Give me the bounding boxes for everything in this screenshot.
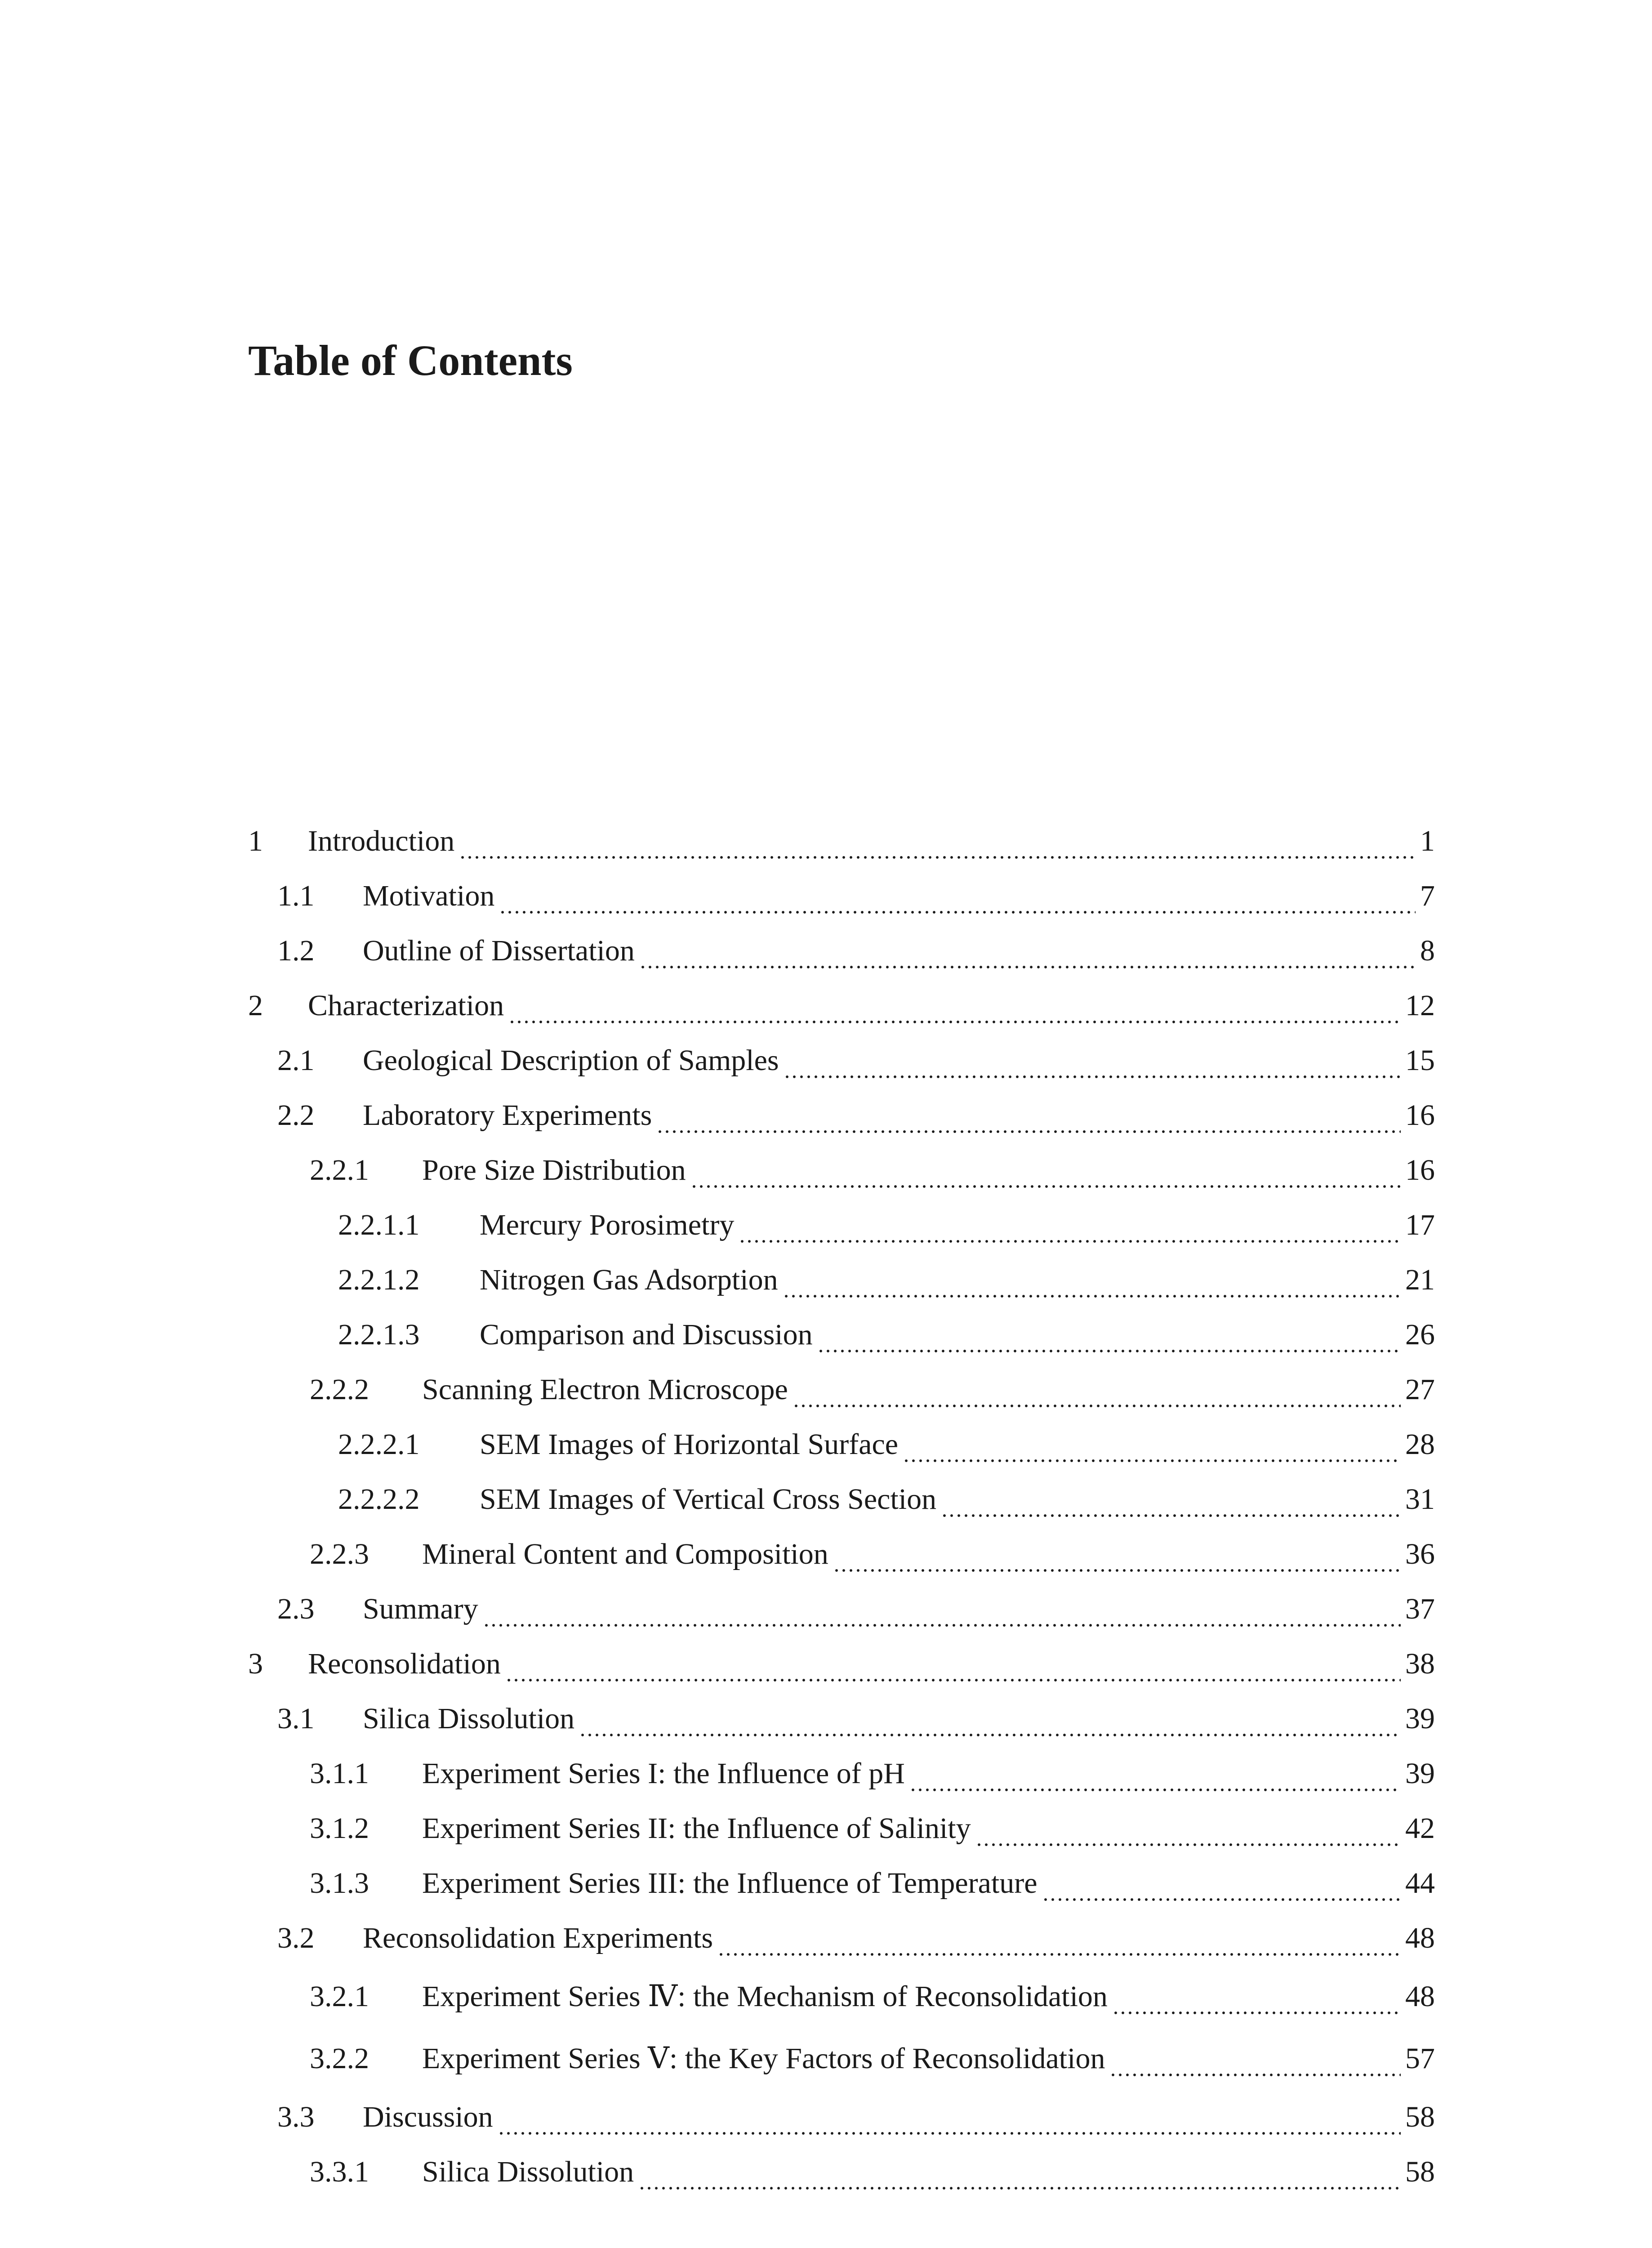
toc-entry-number: 2.2.3 <box>310 1538 369 1570</box>
toc-entry-title: Outline of Dissertation <box>363 934 635 967</box>
dot-leader <box>909 1766 1401 1793</box>
toc-entry[interactable] <box>248 869 1435 923</box>
toc-entry-page: 12 <box>1405 989 1435 1022</box>
toc-entry[interactable] <box>248 1472 1435 1527</box>
dot-leader <box>793 1383 1401 1409</box>
toc-entry-title: Silica Dissolution <box>363 1702 575 1735</box>
toc-entry-page: 48 <box>1405 1922 1435 1954</box>
toc-entry-number: 2.2.1.3 <box>338 1318 420 1351</box>
toc-entry-page: 28 <box>1405 1428 1435 1461</box>
toc-entry-title: Introduction <box>308 825 455 857</box>
toc-entry-page: 48 <box>1405 1980 1435 2013</box>
toc-entry-number: 1.2 <box>277 934 315 967</box>
toc-entry-title: Mineral Content and Composition <box>422 1538 828 1570</box>
toc-entry[interactable] <box>248 1637 1435 1691</box>
dot-leader <box>656 1108 1401 1135</box>
toc-entry[interactable] <box>248 2028 1435 2090</box>
toc-entry[interactable] <box>248 1307 1435 1362</box>
page-title: Table of Contents <box>248 336 573 384</box>
dot-leader <box>975 1821 1401 1848</box>
toc-entry-title: SEM Images of Vertical Cross Section <box>480 1483 937 1516</box>
toc-entry-page: 16 <box>1405 1154 1435 1186</box>
dot-leader <box>579 1712 1401 1739</box>
dot-leader <box>639 944 1416 971</box>
toc-entry-number: 3 <box>248 1647 263 1680</box>
toc-entry[interactable] <box>248 1582 1435 1637</box>
toc-entry-title: Mercury Porosimetry <box>480 1209 735 1241</box>
toc-entry-number: 2.2 <box>277 1099 315 1132</box>
toc-entry[interactable] <box>248 1801 1435 1856</box>
toc-entry[interactable] <box>248 1088 1435 1143</box>
toc-entry-number: 2.2.1.2 <box>338 1263 420 1296</box>
toc-entry-page: 15 <box>1405 1044 1435 1077</box>
toc-entry-title: Summary <box>363 1592 478 1625</box>
toc-entry[interactable] <box>248 1253 1435 1307</box>
toc-entry-number: 3.1.3 <box>310 1867 369 1900</box>
toc-entry-page: 36 <box>1405 1538 1435 1570</box>
toc-entry[interactable] <box>248 1198 1435 1253</box>
toc-entry-title: Experiment Series III: the Influence of Temperature <box>422 1867 1038 1900</box>
toc-entry[interactable] <box>248 2090 1435 2145</box>
dot-leader <box>833 1547 1401 1574</box>
toc-entry-page: 58 <box>1405 2155 1435 2188</box>
toc-entry-page: 57 <box>1405 2042 1435 2075</box>
toc-entry-number: 3.3.1 <box>310 2155 369 2188</box>
dot-leader <box>1109 2052 1401 2079</box>
toc-entry-page: 31 <box>1405 1483 1435 1516</box>
toc-entry-number: 1.1 <box>277 879 315 912</box>
dot-leader <box>459 834 1416 861</box>
toc-entry-number: 2 <box>248 989 263 1022</box>
dot-leader <box>499 889 1416 916</box>
toc-entry-number: 1 <box>248 825 263 857</box>
toc-entry-title: Experiment Series II: the Influence of Salinity <box>422 1812 971 1845</box>
toc-entry-page: 58 <box>1405 2101 1435 2133</box>
toc-entry-number: 3.3 <box>277 2101 315 2133</box>
dot-leader <box>690 1163 1401 1190</box>
dot-leader <box>498 2110 1401 2137</box>
dot-leader <box>941 1492 1401 1519</box>
toc-entry-number: 3.2.1 <box>310 1980 369 2013</box>
toc-entry[interactable] <box>248 1362 1435 1417</box>
toc-entry-page: 37 <box>1405 1592 1435 1625</box>
dot-leader <box>1112 1989 1401 2016</box>
toc-entry-page: 39 <box>1405 1702 1435 1735</box>
toc-list <box>248 814 1435 2199</box>
toc-entry-title: Motivation <box>363 879 495 912</box>
toc-entry-title: Geological Description of Samples <box>363 1044 779 1077</box>
toc-entry-page: 17 <box>1405 1209 1435 1241</box>
dot-leader <box>783 1273 1401 1300</box>
toc-entry-page: 44 <box>1405 1867 1435 1900</box>
toc-entry-title: Pore Size Distribution <box>422 1154 686 1186</box>
toc-entry[interactable] <box>248 1966 1435 2028</box>
dot-leader <box>717 1931 1401 1958</box>
toc-entry-number: 2.2.1.1 <box>338 1209 420 1241</box>
toc-entry-page: 1 <box>1420 825 1435 857</box>
dot-leader <box>817 1328 1401 1355</box>
toc-entry[interactable] <box>248 1417 1435 1472</box>
toc-entry[interactable] <box>248 1691 1435 1746</box>
toc-entry-title: Nitrogen Gas Adsorption <box>480 1263 778 1296</box>
toc-entry-page: 16 <box>1405 1099 1435 1132</box>
toc-entry-number: 3.1.1 <box>310 1757 369 1790</box>
toc-entry-page: 21 <box>1405 1263 1435 1296</box>
dot-leader <box>739 1218 1401 1245</box>
dot-leader <box>784 1053 1401 1080</box>
toc-entry-page: 8 <box>1420 934 1435 967</box>
toc-entry-title: Scanning Electron Microscope <box>422 1373 788 1406</box>
toc-entry[interactable] <box>248 1527 1435 1582</box>
toc-entry-title: Reconsolidation <box>308 1647 501 1680</box>
toc-entry-number: 3.2 <box>277 1922 315 1954</box>
toc-entry-title: Experiment Series I: the Influence of pH <box>422 1757 905 1790</box>
toc-entry[interactable] <box>248 2145 1435 2199</box>
toc-entry-number: 2.2.1 <box>310 1154 369 1186</box>
dot-leader <box>505 1657 1401 1684</box>
toc-entry-title: Experiment Series Ⅳ: the Mechanism of Reconsolidation <box>422 1980 1108 2013</box>
toc-entry-page: 42 <box>1405 1812 1435 1845</box>
toc-entry[interactable] <box>248 1911 1435 1966</box>
toc-entry-title: Reconsolidation Experiments <box>363 1922 713 1954</box>
toc-entry-title: SEM Images of Horizontal Surface <box>480 1428 899 1461</box>
toc-entry[interactable] <box>248 978 1435 1033</box>
toc-entry-number: 3.2.2 <box>310 2042 369 2075</box>
toc-entry-title: Characterization <box>308 989 504 1022</box>
toc-entry-page: 27 <box>1405 1373 1435 1406</box>
toc-entry[interactable] <box>248 1033 1435 1088</box>
toc-entry-number: 2.2.2 <box>310 1373 369 1406</box>
dot-leader <box>483 1602 1401 1629</box>
toc-entry-number: 2.3 <box>277 1592 315 1625</box>
toc-entry[interactable] <box>248 923 1435 978</box>
dot-leader <box>638 2165 1401 2192</box>
toc-entry-number: 2.2.2.1 <box>338 1428 420 1461</box>
toc-entry[interactable] <box>248 814 1435 869</box>
toc-entry-number: 2.2.2.2 <box>338 1483 420 1516</box>
toc-entry-title: Laboratory Experiments <box>363 1099 652 1132</box>
dot-leader <box>903 1437 1401 1464</box>
toc-entry-title: Experiment Series Ⅴ: the Key Factors of Reconsolidation <box>422 2042 1105 2075</box>
toc-entry[interactable] <box>248 1856 1435 1911</box>
dot-leader <box>508 999 1401 1026</box>
toc-entry[interactable] <box>248 1746 1435 1801</box>
toc-entry-number: 3.1.2 <box>310 1812 369 1845</box>
toc-entry-number: 3.1 <box>277 1702 315 1735</box>
toc-entry-number: 2.1 <box>277 1044 315 1077</box>
dot-leader <box>1042 1876 1401 1903</box>
toc-entry-title: Silica Dissolution <box>422 2155 634 2188</box>
toc-entry-page: 39 <box>1405 1757 1435 1790</box>
toc-entry-title: Discussion <box>363 2101 493 2133</box>
toc-entry[interactable] <box>248 1143 1435 1198</box>
toc-entry-page: 38 <box>1405 1647 1435 1680</box>
toc-entry-title: Comparison and Discussion <box>480 1318 813 1351</box>
toc-entry-page: 7 <box>1420 879 1435 912</box>
toc-entry-page: 26 <box>1405 1318 1435 1351</box>
